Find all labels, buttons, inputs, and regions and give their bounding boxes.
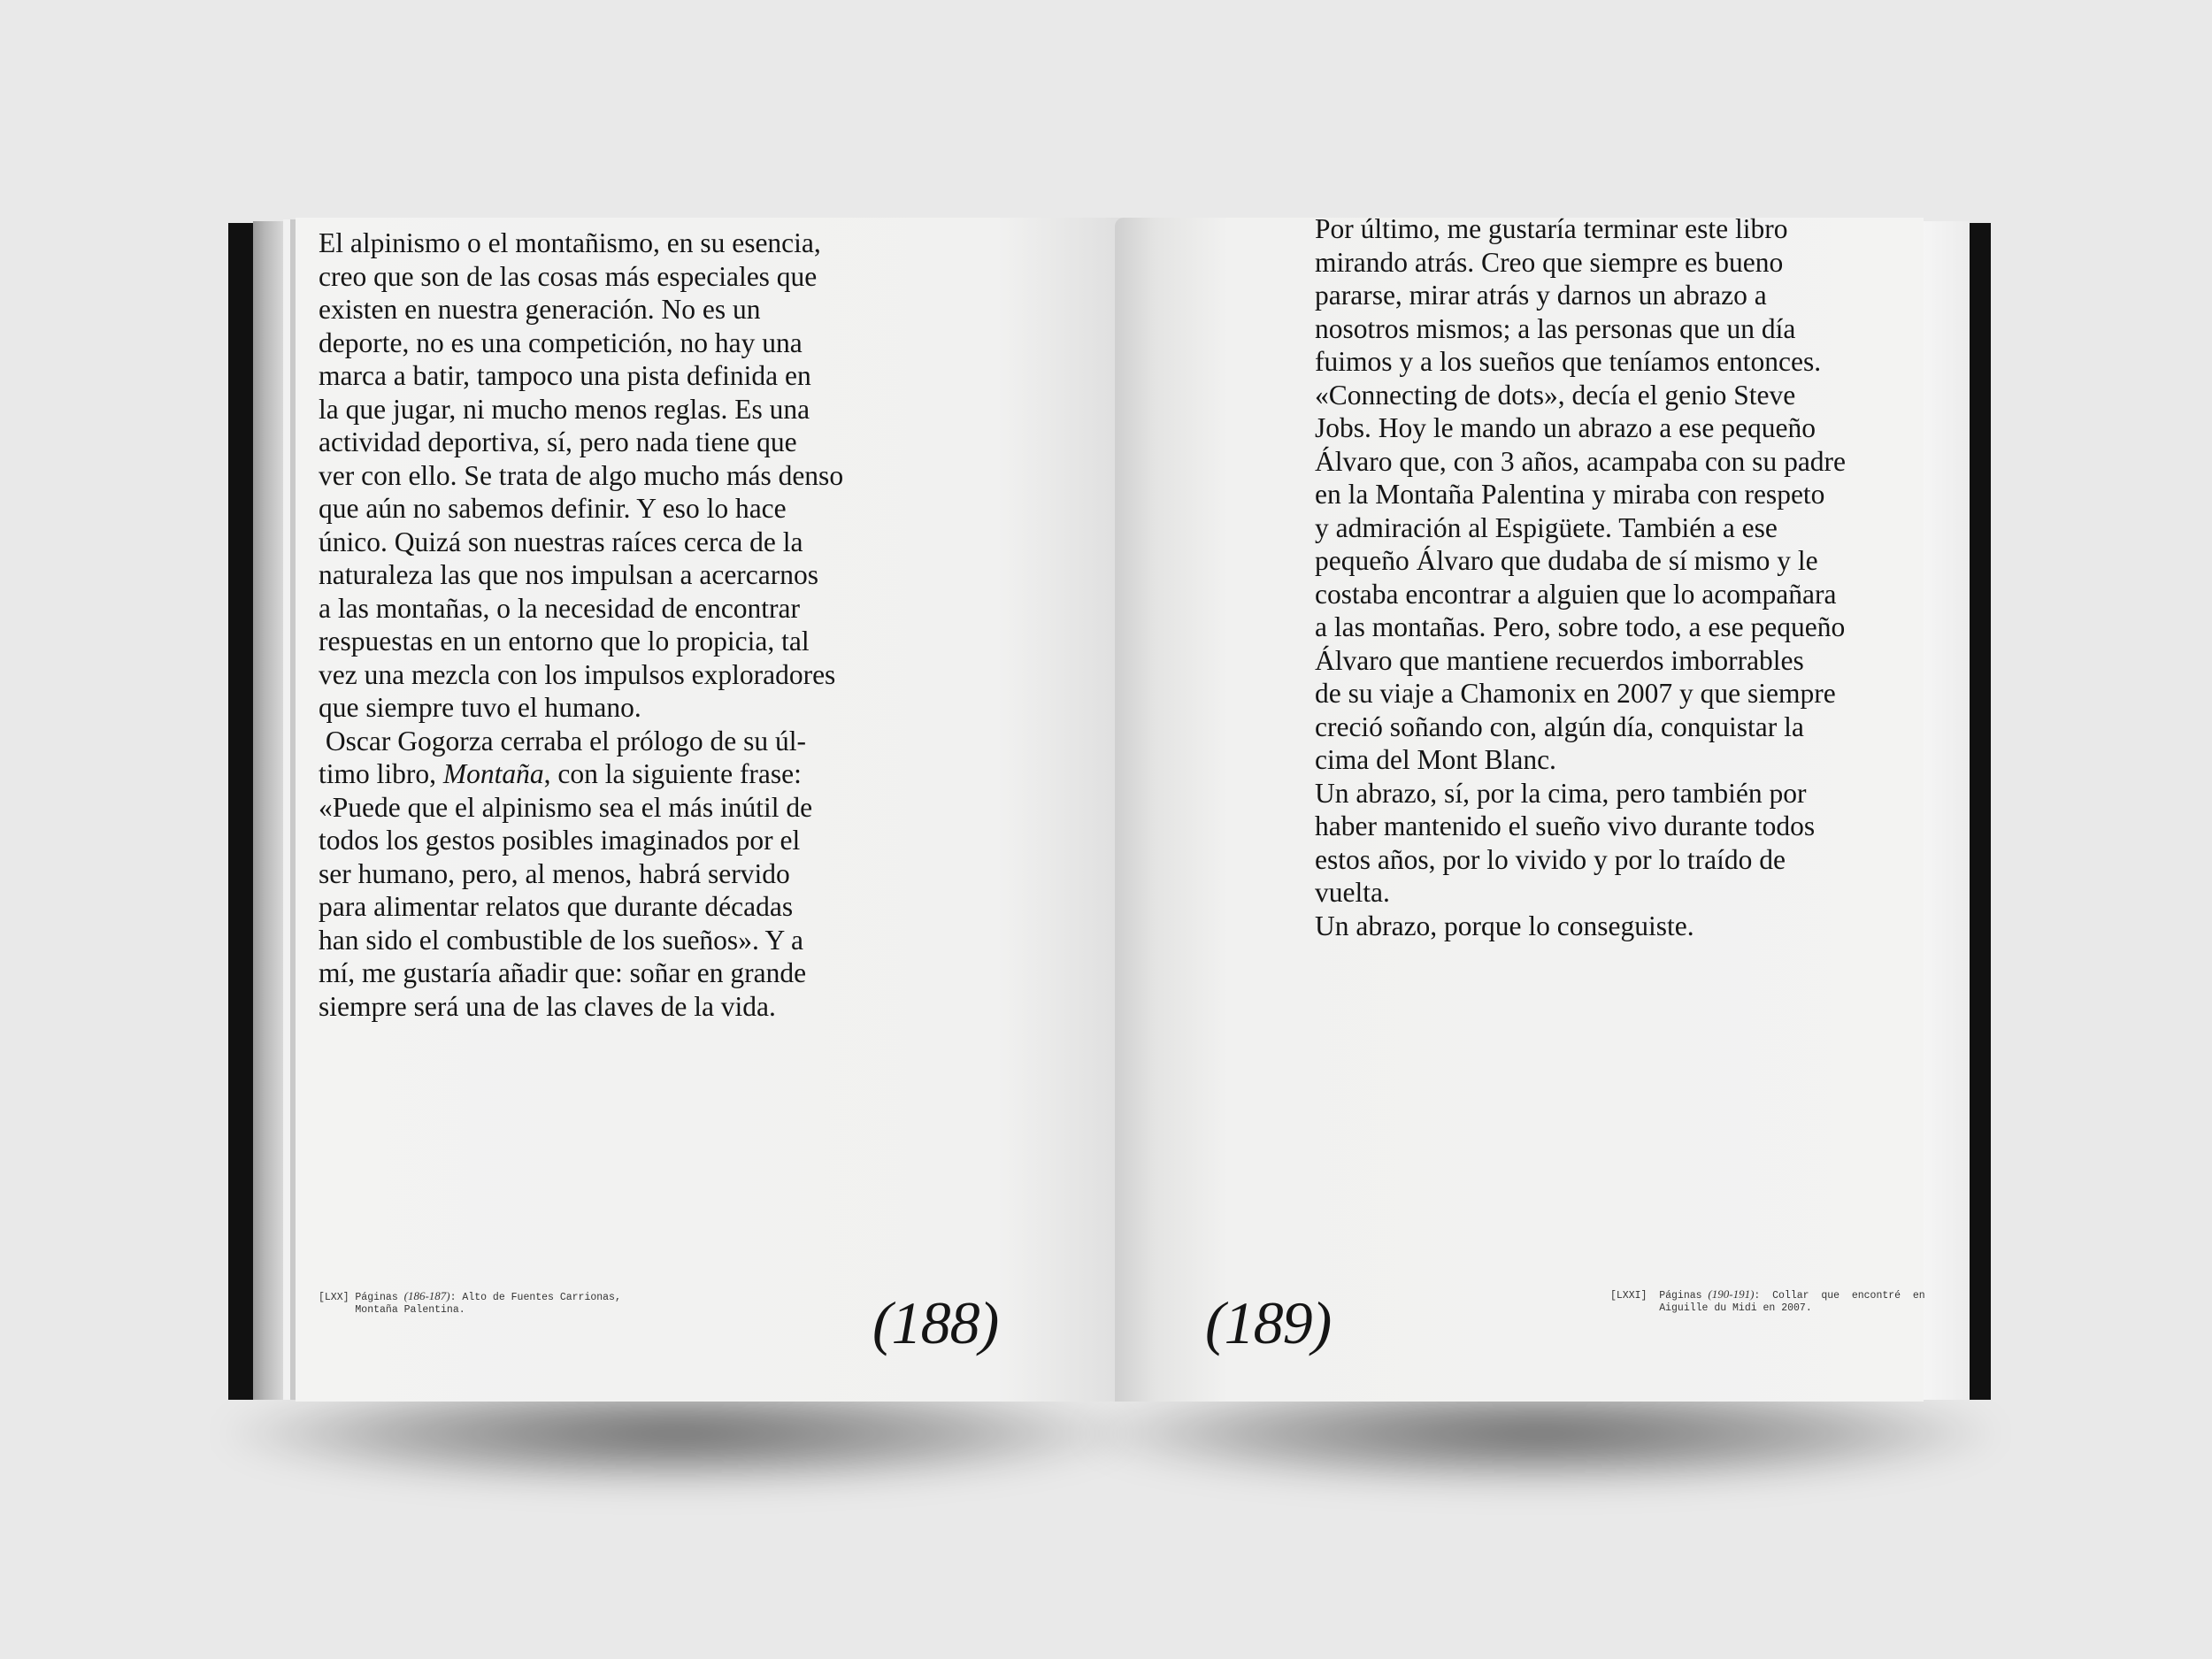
text-line: Por último, me gustaría terminar este libro (1315, 213, 1788, 244)
text-line: único. Quizá son nuestras raíces cerca de la (319, 526, 803, 557)
text-line: en la Montaña Palentina y miraba con respeto (1315, 479, 1825, 510)
text-line: vuelta. (1315, 877, 1390, 908)
page-stack-left-light (283, 219, 290, 1400)
text-line: a las montañas. Pero, sobre todo, a ese pequeño (1315, 611, 1846, 642)
text-line: Oscar Gogorza cerraba el prólogo de su úl- (319, 725, 807, 757)
text-line: que siempre tuvo el humano. (319, 692, 641, 723)
text-line: existen en nuestra generación. No es un (319, 294, 761, 325)
text-line: fuimos y a los sueños que teníamos entonces. (1315, 346, 1822, 377)
text-line: creció soñando con, algún día, conquistar la (1315, 710, 1804, 742)
text-line: siempre será una de las claves de la vida. (319, 990, 776, 1022)
text-line: El alpinismo o el montañismo, en su esencia, (319, 227, 821, 258)
text-line: «Puede que el alpinismo sea el más inútil de (319, 791, 813, 823)
text-line: y admiración al Espigüete. También a ese (1315, 511, 1778, 543)
text-line: actividad deportiva, sí, pero nada tiene que (319, 426, 797, 457)
text-line: Un abrazo, sí, por la cima, pero también por (1315, 777, 1807, 809)
text-line: de su viaje a Chamonix en 2007 y que siempre (1315, 678, 1836, 709)
text-line: pequeño Álvaro que dudaba de sí mismo y le (1315, 545, 1818, 576)
text-line: mí, me gustaría añadir que: soñar en grande (319, 957, 807, 988)
text-line: para alimentar relatos que durante décadas (319, 891, 794, 922)
page-stack-left (253, 221, 283, 1400)
page-number-right: (189) (1205, 1289, 1332, 1356)
book-title: Montaña (442, 758, 544, 789)
text-line: vez una mezcla con los impulsos exploradores (319, 658, 836, 690)
text-line: creo que son de las cosas más especiales que (319, 260, 818, 292)
right-page-caption: [LXXI] Páginas (190-191): Collar que encontré en Aiguille du Midi en 2007. (1610, 1287, 1925, 1314)
text-line: respuestas en un entorno que lo propicia, tal (319, 626, 810, 657)
text-line: Álvaro que mantiene recuerdos imborrables (1315, 644, 1804, 676)
text-line: a las montañas, o la necesidad de encontrar (319, 592, 801, 624)
text-line: han sido el combustible de los sueños». Y a (319, 924, 803, 956)
text-line: todos los gestos posibles imaginados por el (319, 825, 801, 856)
text-line: mirando atrás. Creo que siempre es bueno (1315, 246, 1784, 278)
text-line: costaba encontrar a alguien que lo acompañara (1315, 578, 1837, 610)
text-line: nosotros mismos; a las personas que un día (1315, 312, 1796, 344)
text-line: Un abrazo, porque lo conseguiste. (1315, 910, 1694, 941)
page-number-left: (188) (872, 1289, 999, 1356)
text-line: que aún no sabemos definir. Y eso lo hace (319, 493, 787, 524)
cover-edge-right (1970, 223, 1991, 1400)
text-line: ser humano, pero, al menos, habrá servido (319, 857, 790, 889)
text-line: naturaleza las que nos impulsan a acercarnos (319, 559, 819, 590)
left-page-caption: [LXX] Páginas (186-187): Alto de Fuentes Carrionas, Montaña Palentina. (319, 1289, 621, 1316)
text-line: pararse, mirar atrás y darnos un abrazo a (1315, 280, 1767, 311)
text-line: Álvaro que, con 3 años, acampaba con su padre (1315, 445, 1847, 477)
page-stack-right (1924, 221, 1970, 1400)
text-line: Jobs. Hoy le mando un abrazo a ese pequeño (1315, 412, 1816, 443)
right-page-body (1315, 212, 1846, 942)
text-line: marca a batir, tampoco una pista definida en (319, 360, 811, 391)
book-title-line: timo libro, Montaña, con la siguiente frase: (319, 758, 802, 789)
text-line: cima del Mont Blanc. (1315, 744, 1556, 775)
text-line: estos años, por lo vivido y por lo traído de (1315, 843, 1786, 875)
left-page-body (319, 227, 843, 1023)
text-line: haber mantenido el sueño vivo durante todos (1315, 810, 1816, 841)
text-line: ver con ello. Se trata de algo mucho más denso (319, 459, 844, 491)
text-line: la que jugar, ni mucho menos reglas. Es una (319, 393, 810, 425)
cover-edge-left (228, 223, 253, 1400)
text-line: deporte, no es una competición, no hay una (319, 326, 803, 358)
text-line: «Connecting de dots», decía el genio Steve (1315, 379, 1796, 411)
